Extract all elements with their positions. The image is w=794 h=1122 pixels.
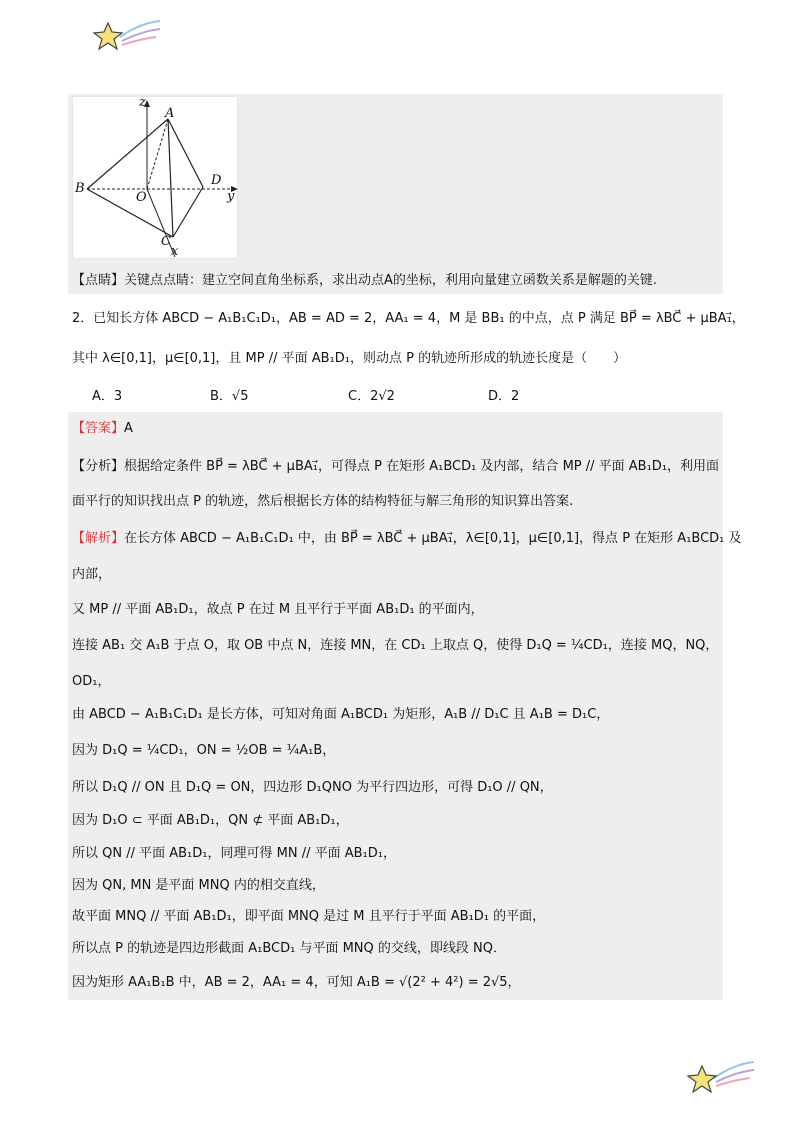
solution-line-10: 因为 QN, MN 是平面 MNQ 内的相交直线， [72,878,325,893]
star-decoration-icon [90,15,162,57]
label-z: z [139,95,146,110]
solution-line-6: 因为 D₁Q = ¼CD₁，ON = ½OB = ¼A₁B， [72,743,336,758]
label-x: x [171,244,179,259]
solution-line-4: OD₁， [72,674,111,689]
solution-line-13: 因为矩形 AA₁B₁B 中，AB = 2，AA₁ = 4，可知 A₁B = √(2² + 4²) = 2√5， [72,975,521,990]
label-d: D [211,173,222,188]
label-y: y [227,189,235,204]
solution-tag: 【解析】 [72,531,125,546]
solution-line-8: 因为 D₁O ⊂ 平面 AB₁D₁，QN ⊄ 平面 AB₁D₁， [72,813,349,828]
label-o: O [136,190,147,205]
tip-tag: 【点睛】 [72,273,125,288]
solution-line-12: 所以点 P 的轨迹是四边形截面 A₁BCD₁ 与平面 MNQ 的交线，即线段 NQ． [72,941,506,956]
solution-line-0 [72,530,742,548]
option-d: D．2 [488,389,520,404]
answer-line [72,420,133,438]
analysis-line-1 [72,458,719,476]
solution-line-11: 故平面 MNQ // 平面 AB₁D₁，即平面 MNQ 是过 M 且平行于平面 AB₁D₁ 的平面， [72,909,546,924]
answer-tag: 【答案】 [72,421,125,436]
option-b: B．√5 [210,389,249,404]
option-c: C．2√2 [348,389,395,404]
solution-text-0: 在长方体 ABCD − A₁B₁C₁D₁ 中，由 BP⃗ = λBC⃗ + μBA₁⃗，λ∈[0,1]，μ∈[0,1]，得点 P 在矩形 A₁BCD₁ 及 [124,531,742,546]
solution-line-9: 所以 QN // 平面 AB₁D₁，同理可得 MN // 平面 AB₁D₁， [72,846,396,861]
analysis-tag: 【分析】 [72,459,125,474]
answer-value: A [124,421,133,436]
solution-line-1: 内部， [72,567,112,582]
star-decoration-icon [684,1056,756,1098]
option-a: A．3 [92,389,123,404]
label-c: C [161,234,171,249]
solution-line-2: 又 MP // 平面 AB₁D₁，故点 P 在过 M 且平行于平面 AB₁D₁ 的平面内， [72,602,484,617]
pyramid-figure [72,96,238,259]
tip-text: 关键点点睛：建立空间直角坐标系，求出动点A的坐标，利用向量建立函数关系是解题的关键. [124,273,658,288]
question-line-1: 2．已知长方体 ABCD − A₁B₁C₁D₁，AB = AD = 2，AA₁ = 4，M 是 BB₁ 的中点，点 P 满足 BP⃗ = λBC⃗ + μBA₁⃗， [72,311,745,326]
label-b: B [75,181,85,196]
label-a: A [165,106,175,121]
solution-line-5: 由 ABCD − A₁B₁C₁D₁ 是长方体，可知对角面 A₁BCD₁ 为矩形，A₁B // D₁C 且 A₁B = D₁C， [72,707,610,722]
solution-line-7: 所以 D₁Q // ON 且 D₁Q = ON，四边形 D₁QNO 为平行四边形，可得 D₁O // QN， [72,780,553,795]
analysis-line-2: 面平行的知识找出点 P 的轨迹，然后根据长方体的结构特征与解三角形的知识算出答案. [72,494,574,509]
solution-line-3: 连接 AB₁ 交 A₁B 于点 O，取 OB 中点 N，连接 MN，在 CD₁ 上取点 Q，使得 D₁Q = ¼CD₁，连接 MQ，NQ， [72,638,719,653]
question-line-2: 其中 λ∈[0,1]，μ∈[0,1]，且 MP // 平面 AB₁D₁，则动点 P 的轨迹所形成的轨迹长度是（ ） [72,351,627,366]
tip-line [72,272,657,290]
analysis-text-1: 根据给定条件 BP⃗ = λBC⃗ + μBA₁⃗，可得点 P 在矩形 A₁BCD₁ 及内部，结合 MP // 平面 AB₁D₁，利用面 [124,459,720,474]
